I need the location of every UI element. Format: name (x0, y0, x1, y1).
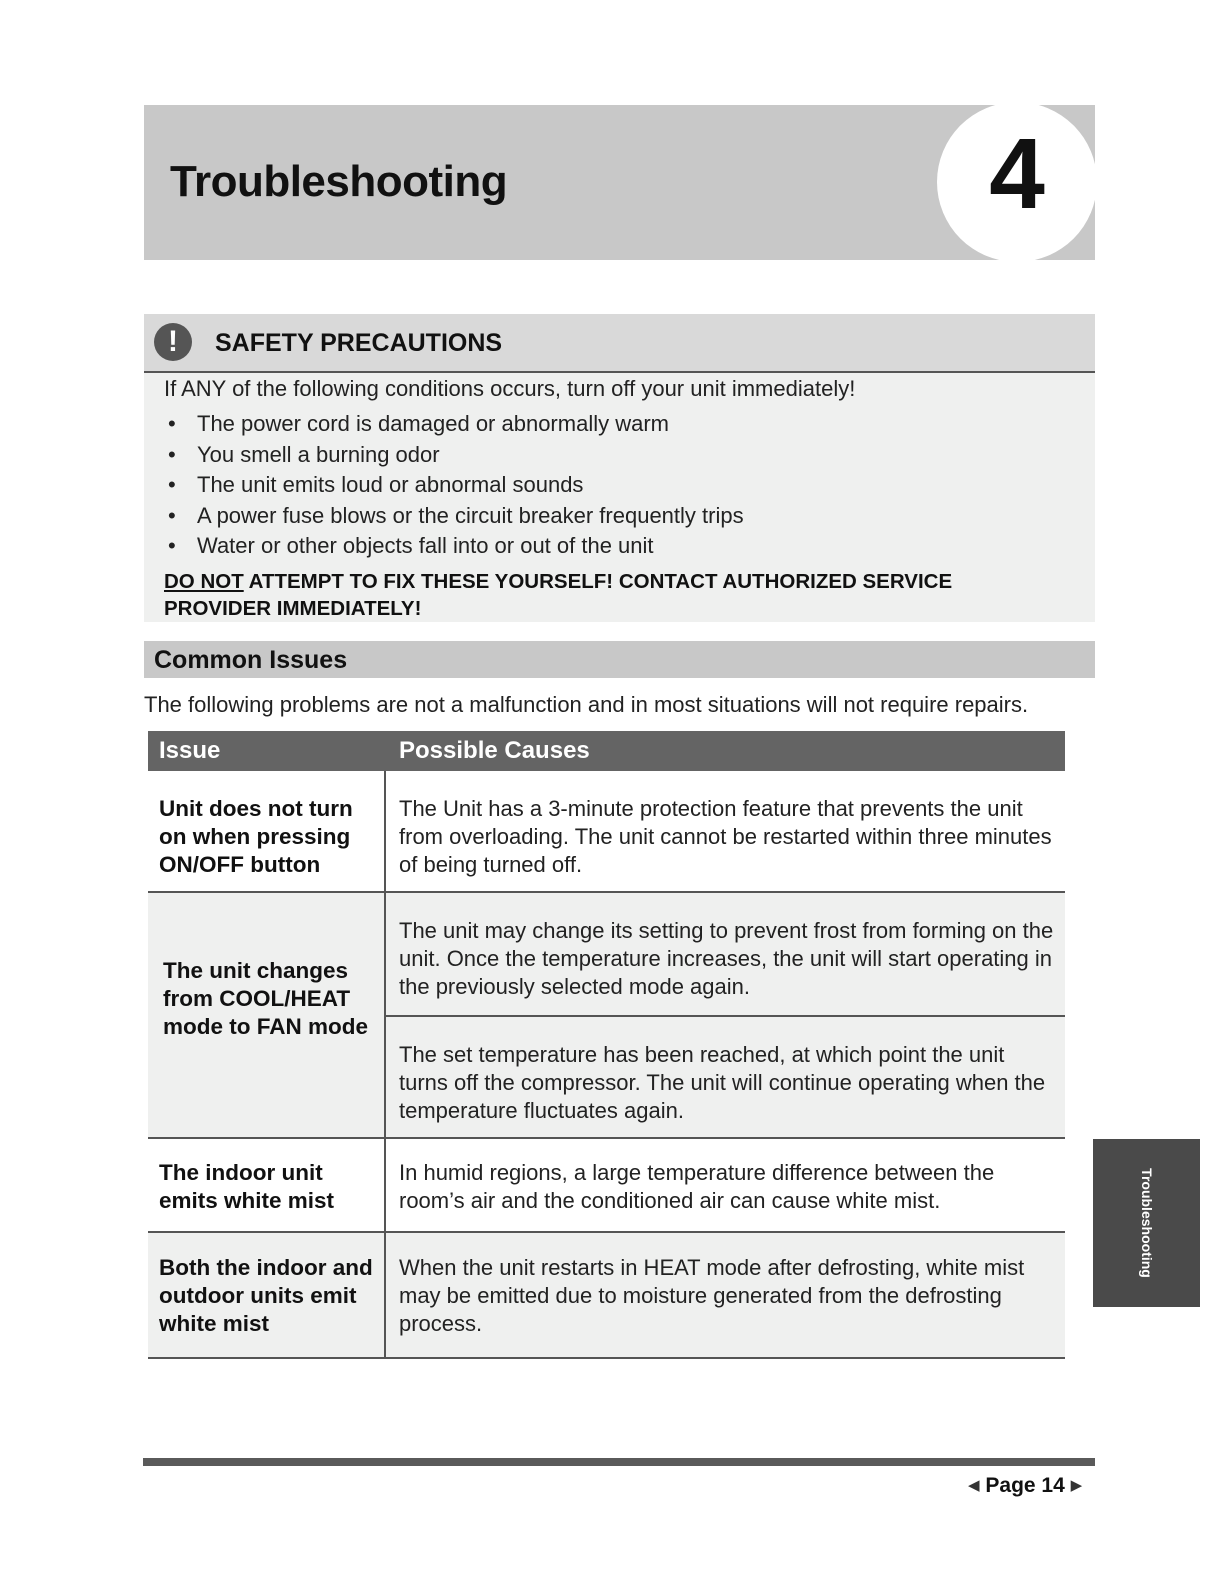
list-item (164, 533, 744, 564)
safety-item-text: The unit emits loud or abnormal sounds (197, 472, 584, 497)
list-item (164, 442, 744, 473)
page-navigation (968, 1474, 1082, 1498)
list-item (164, 472, 744, 503)
cause-text: The set temperature has been reached, at which point the unit turns off the compressor. The unit will continue operating when the temperature fluctuates again. (399, 1042, 1046, 1123)
bullet-icon: • (168, 441, 176, 467)
exclamation-icon: ! (154, 323, 192, 361)
previous-page-icon[interactable]: ◀ (968, 1477, 980, 1494)
safety-precautions-box (144, 314, 1095, 622)
safety-item-text: You smell a burning odor (197, 441, 440, 467)
table-row (148, 771, 1065, 893)
section-title: Common Issues (154, 646, 348, 674)
table-header-row (148, 731, 1065, 771)
page-label: Page 14 (985, 1474, 1065, 1497)
warning-prefix: DO NOT (164, 570, 244, 593)
chapter-title: Troubleshooting (170, 157, 508, 206)
table-row (148, 893, 1065, 1139)
issue-text: The unit changes from COOL/HEAT mode to FAN mode (163, 958, 369, 1039)
safety-list (164, 411, 744, 564)
list-item (164, 411, 744, 442)
issue-cell (148, 893, 386, 1137)
cause-text: When the unit restarts in HEAT mode after defrosting, white mist may be emitted due to moisture generated from the defrosting process. (399, 1255, 1025, 1336)
issue-cell (148, 1233, 386, 1357)
side-tab-label: Troubleshooting (1139, 1168, 1155, 1278)
chapter-number: 4 (989, 118, 1045, 230)
next-page-icon[interactable]: ▶ (1070, 1477, 1083, 1494)
safety-title: SAFETY PRECAUTIONS (215, 329, 503, 357)
cause-text: In humid regions, a large temperature difference between the room’s air and the conditioned air can cause white mist. (399, 1160, 995, 1213)
issue-cell (148, 771, 386, 891)
bullet-icon: • (168, 533, 176, 558)
safety-item-text: Water or other objects fall into or out of the unit (197, 533, 654, 558)
issue-text: Both the indoor and outdoor units emit white mist (159, 1255, 373, 1336)
cause-text: The unit may change its setting to prevent frost from forming on the unit. Once the temperature increases, the unit will start operating in the previously selected mode again. (399, 918, 1054, 999)
cause-text: The Unit has a 3-minute protection feature that prevents the unit from overloading. The unit cannot be restarted within three minutes of being turned off. (399, 796, 1052, 877)
bullet-icon: • (168, 411, 176, 436)
issue-cell (148, 1139, 386, 1231)
footer-rule (143, 1458, 1095, 1466)
safety-intro: If ANY of the following conditions occurs, turn off your unit immediately! (164, 376, 856, 401)
safety-item-text: The power cord is damaged or abnormally warm (197, 411, 669, 436)
safety-warning (164, 568, 1064, 622)
issue-text: The indoor unit emits white mist (159, 1160, 335, 1213)
issue-text: Unit does not turn on when pressing ON/OFF button (159, 796, 353, 877)
section-intro: The following problems are not a malfunction and in most situations will not require repairs. (144, 692, 1029, 717)
safety-header (144, 314, 1095, 373)
common-issues-bar (144, 641, 1095, 678)
table-row (148, 1139, 1065, 1233)
chapter-number-badge (937, 105, 1095, 260)
bullet-icon: • (168, 472, 176, 497)
column-header-causes: Possible Causes (399, 737, 590, 764)
safety-item-text: A power fuse blows or the circuit breaker frequently trips (197, 502, 744, 528)
cause-divider (386, 1015, 1065, 1017)
list-item (164, 503, 744, 534)
bullet-icon: • (168, 502, 176, 528)
table-row (148, 1233, 1065, 1359)
column-header-issue: Issue (159, 737, 221, 764)
warning-text: ATTEMPT TO FIX THESE YOURSELF! CONTACT AUTHORIZED SERVICE PROVIDER IMMEDIATELY! (164, 570, 953, 620)
chapter-header (144, 105, 1095, 260)
section-side-tab[interactable] (1093, 1139, 1200, 1307)
